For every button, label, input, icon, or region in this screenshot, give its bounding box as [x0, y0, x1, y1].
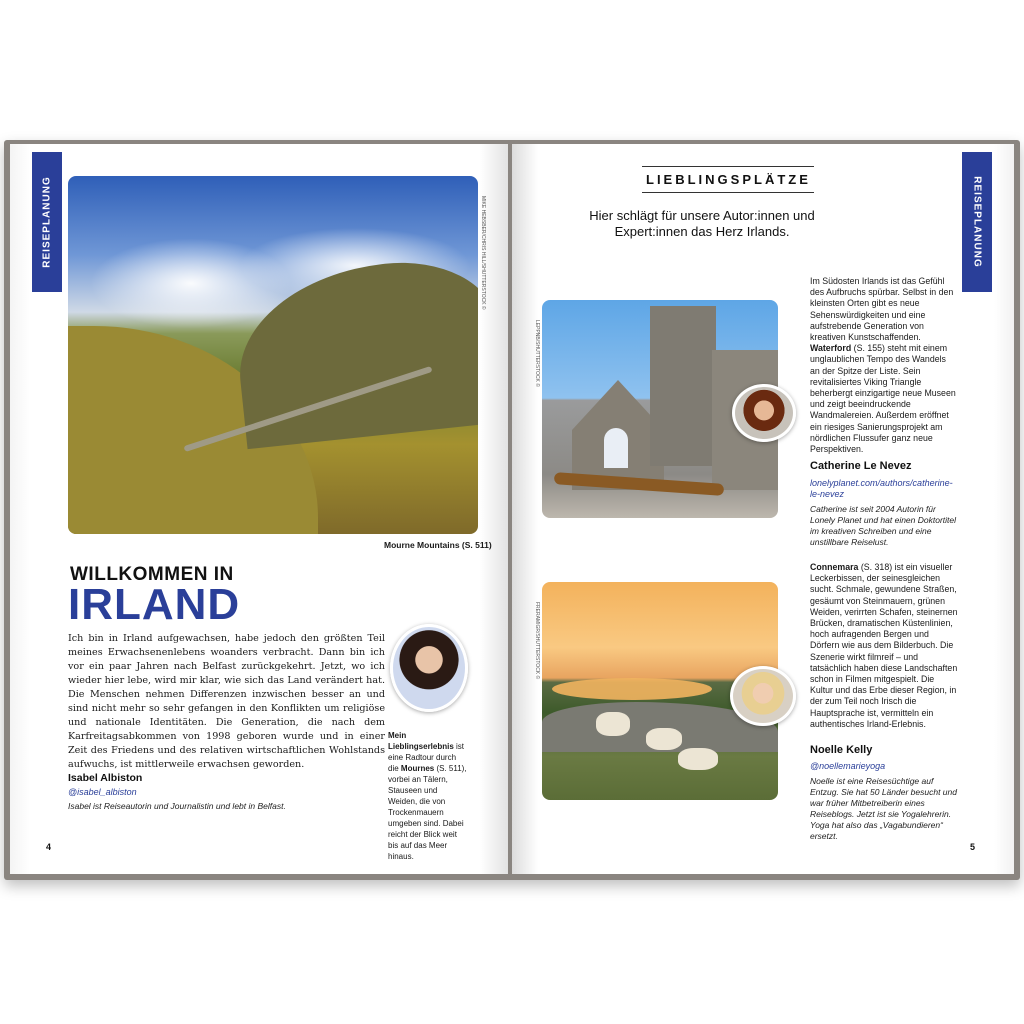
isabel-avatar: [390, 624, 468, 712]
section-subtitle: Hier schlägt für unsere Autor:innen und Expert:innen das Herz Irlands.: [589, 208, 815, 239]
waterford-place: Waterford: [810, 343, 852, 354]
heading-small: WILLKOMMEN IN: [70, 564, 234, 585]
photo-sheep: [646, 728, 682, 750]
section-tab-right: [962, 152, 992, 292]
connemara-text: [810, 562, 958, 730]
connemara-place: Connemara: [810, 562, 859, 572]
catherine-avatar: [732, 384, 796, 442]
section-tab-label: REISEPLANUNG: [41, 176, 53, 268]
photo1-credit: LEPPNB/SHUTTERSTOCK ©: [534, 320, 540, 387]
author-name: Isabel Albiston: [68, 772, 143, 784]
waterford-text-after: (S. 155) steht mit einem unglaublichen Tempo des Wandels an der Spitze der Liste. Sein revitalisiertes Viking Triangle beherbergt einzigartige neue Museen und zeigt beeindruckende Wandmalereien. Außerdem eröffnet ein riesiges Sanierungsprojekt am nördlichen Flussufer ganz neue Perspektiven.: [810, 343, 956, 455]
sidenote-label: Mein Lieblingserlebnis: [388, 731, 454, 751]
photo-caption: Mourne Mountains (S. 511): [384, 540, 492, 550]
sidenote-place: Mournes: [400, 764, 435, 773]
sidenote-text-2: (S. 511), vorbei an Tälern, Stauseen und Weiden, die von Trockenmauern umgeben sind. Dabei reicht der Blick weit bis auf das Meer hinaus.: [388, 764, 467, 861]
catherine-bio: Catherine ist seit 2004 Autorin für Lonely Planet und hat einen Doktortitel im kreativen Schreiben und eine unstillbare Reiselust.: [810, 504, 957, 547]
catherine-name: Catherine Le Nevez: [810, 460, 912, 472]
section-tab-left: [32, 152, 62, 292]
noelle-name: Noelle Kelly: [810, 744, 873, 756]
photo-sheep: [678, 748, 718, 770]
section-tab-label-right: REISEPLANUNG: [971, 176, 983, 268]
page-number-right: 5: [970, 842, 976, 852]
section-rule-top: [642, 166, 814, 167]
page-number-left: 4: [46, 842, 52, 852]
photo-window: [604, 428, 628, 468]
section-rule-bottom: [642, 192, 814, 193]
catherine-link[interactable]: lonelyplanet.com/authors/catherine-le-nevez: [810, 478, 953, 499]
author-bio: Isabel ist Reiseautorin und Journalistin und lebt in Belfast.: [68, 801, 286, 811]
photo-credit: MIKE HEBSBER/CHRIS HILL/SHUTTERSTOCK ©: [480, 196, 486, 310]
mourne-mountains-photo: [68, 176, 478, 534]
book-spread: [0, 140, 1024, 885]
right-page: [512, 144, 1014, 874]
connemara-text-after: (S. 318) ist ein visueller Leckerbissen, der seinesgleichen sucht. Schmale, gewundene Straßen, gesäumt von Steinmauern, grünen Weiden, verirrten Schafen, steinernen Brücken, dramatischen Küstenlinien, hoch aufragenden Bergen und Dörfern wie aus dem Bilderbuch. Die Szenerie wirkt filmreif – und tatsächlich haben diese Landschaften schon in Filmen mitgespielt. Die Kultur und das Erbe dieser Region, in der zum Teil noch Irisch die Hauptsprache ist, vermitteln ein authentisches Irland-Erlebnis.: [810, 562, 958, 729]
noelle-bio: Noelle ist eine Reisesüchtige auf Entzug. Sie hat 50 Länder besucht und war früher Mitbetreiberin eines Reiseblogs. Jetzt ist sie Yogalehrerin. Yoga hat also das „Vagabundieren“ ersetzt.: [810, 776, 957, 841]
photo2-credit: FRERAMIGR/SHUTTERSTOCK ©: [534, 602, 540, 680]
left-page: [10, 144, 508, 874]
waterford-text-before: Im Südosten Irlands ist das Gefühl des Aufbruchs spürbar. Selbst in den kleinsten Orten gibt es neue Sehenswürdigkeiten und eine aufstrebende Generation von kreativen Kunstschaffenden.: [810, 276, 954, 343]
section-label: LIEBLINGSPLÄTZE: [646, 172, 811, 187]
photo-lake: [552, 678, 712, 700]
noelle-handle: @noellemarieyoga: [810, 761, 886, 771]
noelle-avatar: [730, 666, 796, 726]
author-handle: @isabel_albiston: [68, 787, 137, 797]
photo-sheep: [596, 712, 630, 736]
waterford-text: [810, 276, 958, 455]
intro-text: Ich bin in Irland aufgewachsen, habe jedoch den größten Teil meines Erwachsenenlebens woanders verbracht. Dann bin ich vor ein paar Jahren nach Belfast zurückgekehrt. Jetzt, wo ich wieder hier lebe, wird mir klar, wie sich das Land verändert hat. Die Menschen nehmen Differenzen inzwischen besser an und sind nicht mehr so sehr gefangen in den Konflikten um religiöse und nationale Identitäten. Die Generation, die nach dem Karfreitagsabkommen von 1998 geboren wurde und in einer Zeit des Friedens und des relativen wirtschaftlichen Wohlstands aufwuchs, ist mittlerweile erwachsen geworden.: [68, 633, 385, 770]
sidenote-text-1: ist eine Radtour durch die: [388, 742, 465, 773]
photo-tower: [650, 306, 716, 466]
favorite-experience-note: [388, 730, 468, 862]
heading-big: IRLAND: [68, 580, 241, 629]
